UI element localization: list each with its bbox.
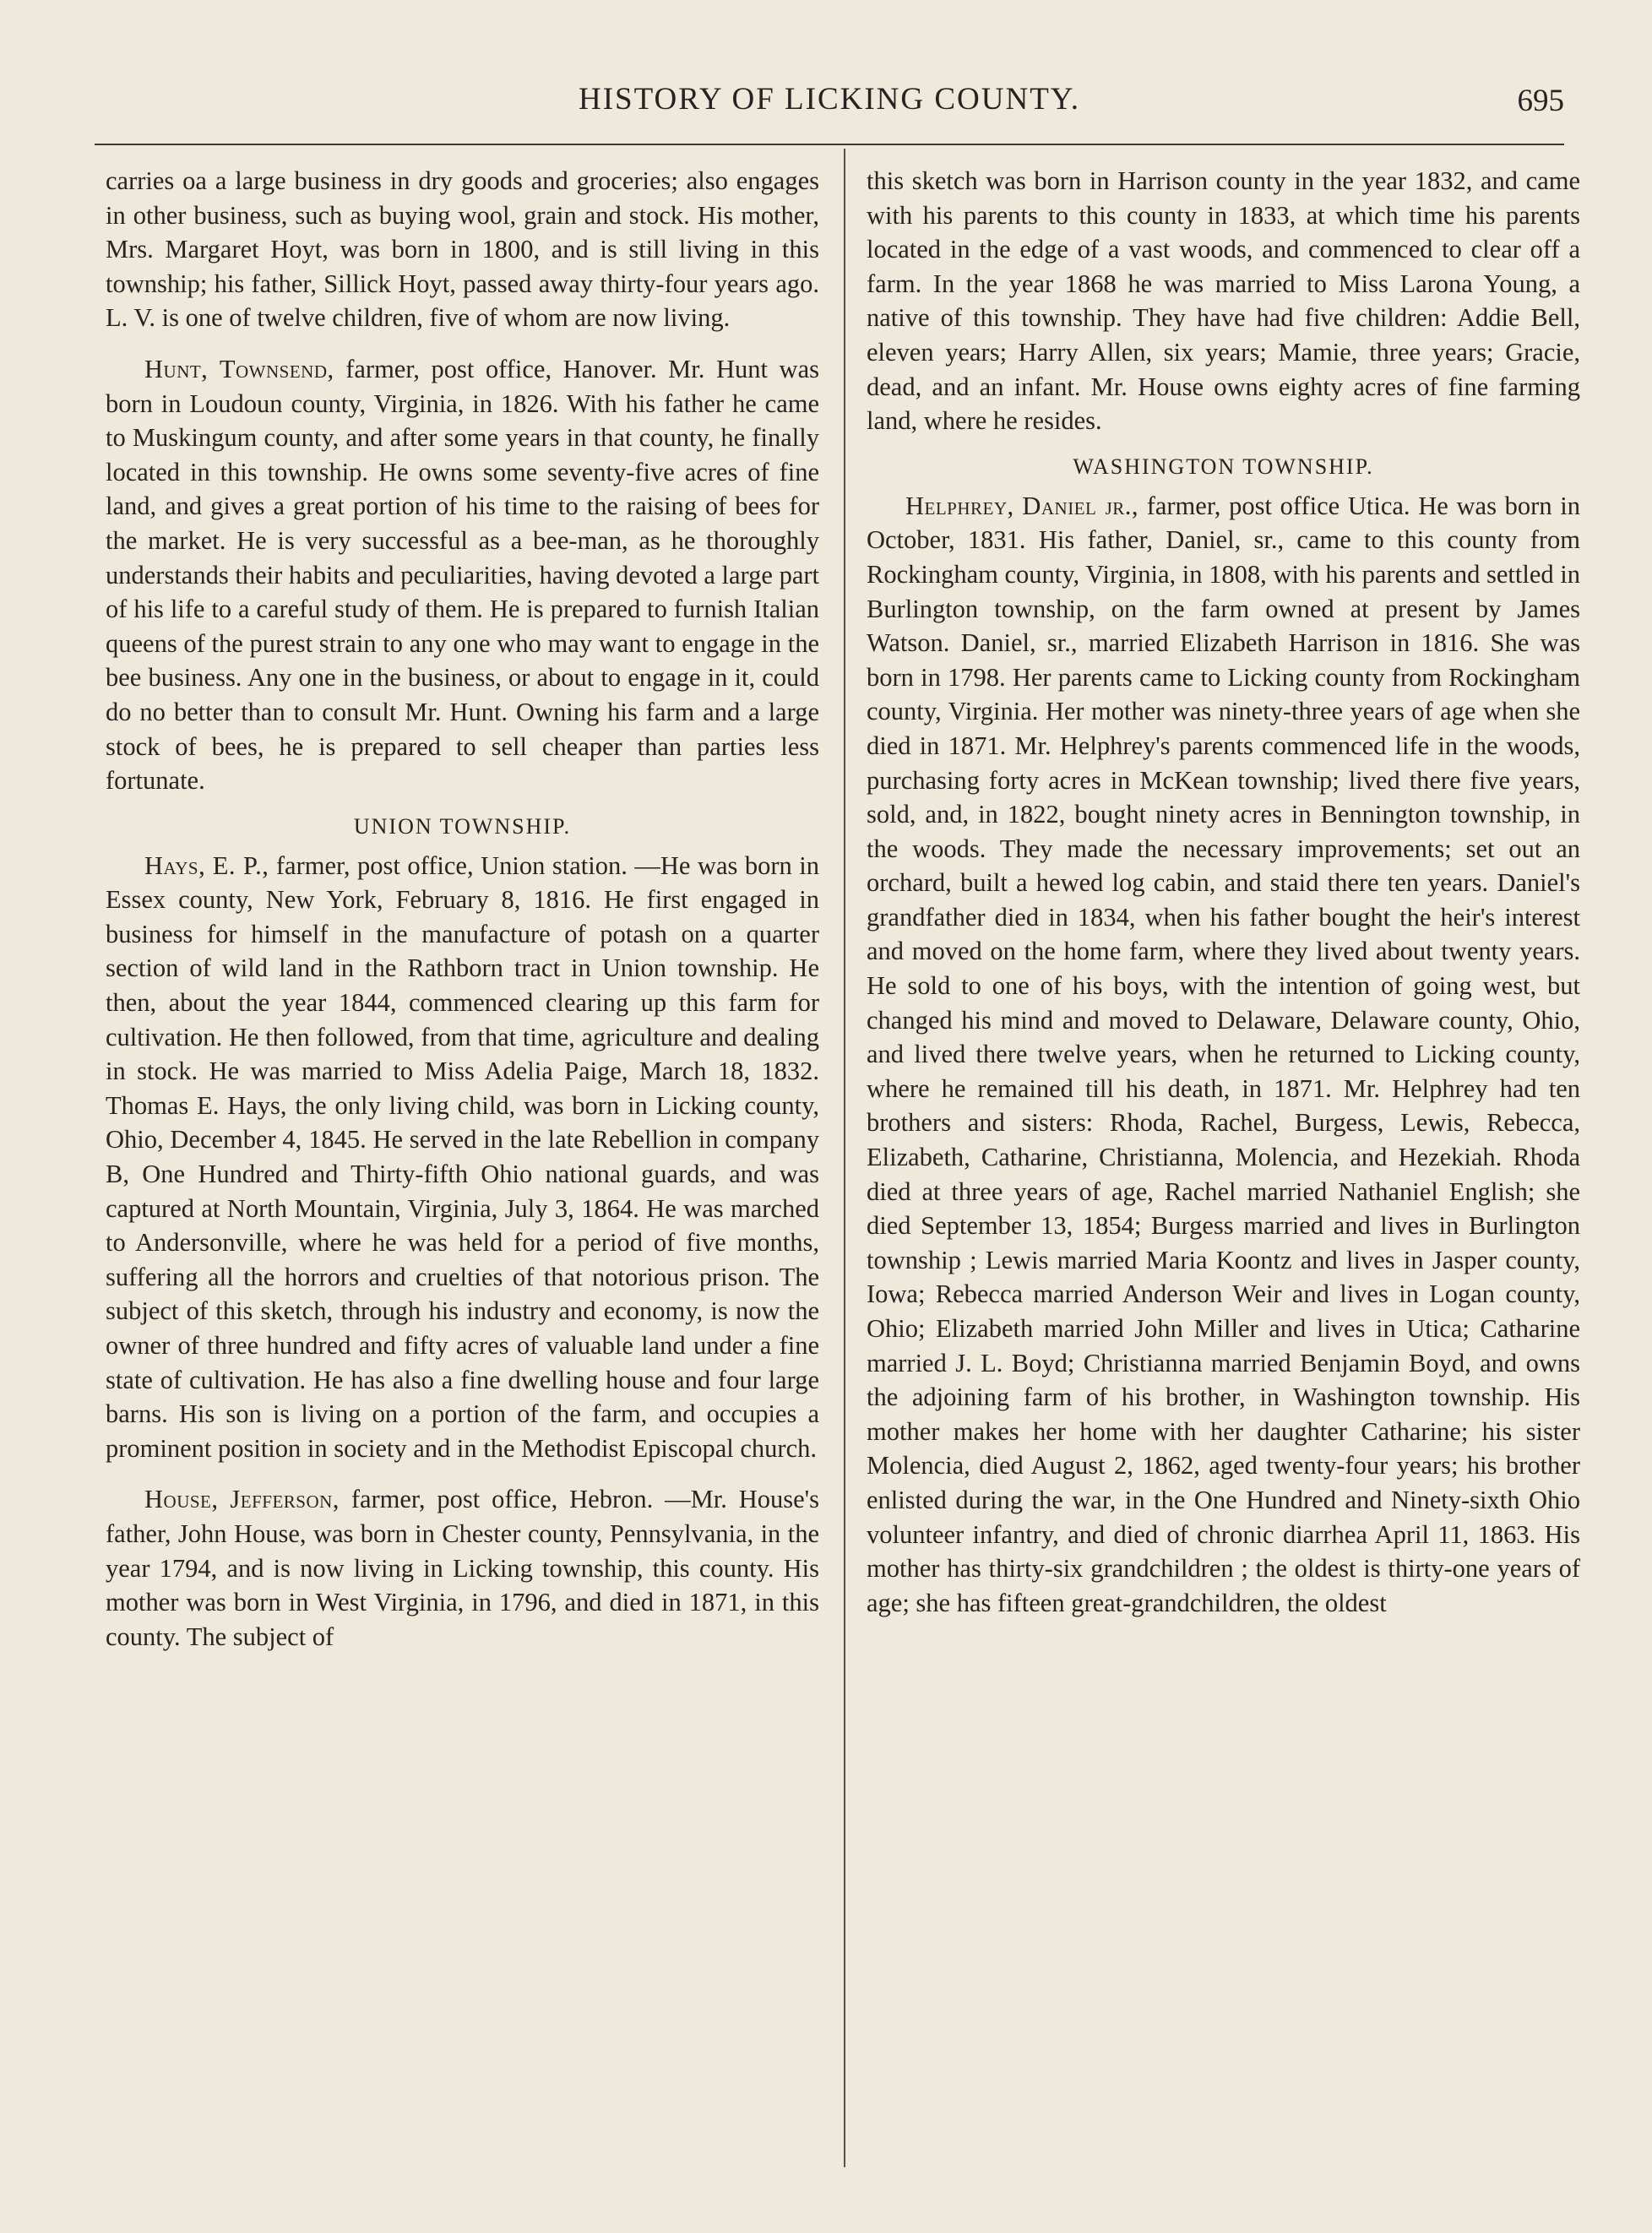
paragraph-house-continued: this sketch was born in Harrison county in the year 1832, and came with his parents to this county in 1833, at which time his parents located in the edge of a vast woods, and commenced to clear off a farm. In the year 1868 he was married to Miss Larona Young, a native of this township. They have had five children: Addie Bell, eleven years; Harry Allen, six years; Mamie, three years; Gracie, dead, and an infant. Mr. House owns eighty acres of fine farming land, where he resides. [867, 166, 1580, 436]
entry-surname: House, [144, 1485, 219, 1514]
entry-surname: Hays, [144, 850, 206, 880]
entry-text: farmer, post office, Union station. —He was born in Essex county, New York, February 8, 1816. He first engaged in business for himself in the manufacture of potash on a quarter section of wild land in the Rathborn tract in Union township. He then, about the year 1844, commenced clearing up this farm for cultivation. He then followed, from that time, agriculture and dealing in stock. He was married to Miss Adelia Paige, March 18, 1832. Thomas E. Hays, the only living child, was born in Licking county, Ohio, December 4, 1845. He served in the late Rebellion in company B, One Hundred and Thirty-fifth Ohio national guards, and was captured at North Mountain, Virginia, July 3, 1864. He was marched to Andersonville, where he was held for a period of five months, suffering all the horrors and cruelties of that notorious prison. The subject of this sketch, through his industry and economy, is now the owner of three hundred and fifty acres of valuable land under a fine state of cultivation. He has also a fine dwelling house and four large barns. His son is living on a portion of the farm, and occupies a prominent position in society and in the Methodist Episcopal church. [106, 850, 819, 1463]
entry-given-name: Townsend, [219, 354, 334, 383]
entry-helphrey [867, 489, 1580, 1621]
entry-surname: Hunt, [144, 354, 209, 383]
running-title: HISTORY OF LICKING COUNTY. [578, 82, 1081, 117]
entry-surname: Helphrey, [905, 491, 1014, 520]
entry-given-name: Jefferson, [230, 1485, 340, 1514]
left-column [106, 164, 819, 1654]
entry-hays [106, 849, 819, 1466]
page-header [95, 78, 1564, 128]
section-heading-washington: WASHINGTON TOWNSHIP. [1073, 454, 1374, 479]
column-divider [844, 149, 845, 2167]
entry-text: farmer, post office, Hebron. —Mr. House's father, John House, was born in Chester county, Pennsylvania, in the year 1794, and is now living in Licking township, this county. His mother was born in West Virginia, in 1796, and died in 1871, in this county. The subject of [106, 1485, 820, 1651]
entry-text: farmer, post office, Hanover. Mr. Hunt was born in Loudoun county, Virginia, in 1826. With his father he came to Muskingum county, and after some years in that county, he finally located in this township. He owns some seventy-five acres of fine land, and gives a great portion of his time to the raising of bees for the market. He is very successful as a bee-man, as he thoroughly understands their habits and peculiarities, having devoted a large part of his life to a careful study of them. He is prepared to furnish Italian queens of the purest strain to any one who may want to engage in the bee business. Any one in the business, or about to engage in it, could do no better than to consult Mr. Hunt. Owning his farm and a large stock of bees, he is prepared to sell cheaper than parties less fortunate. [106, 354, 819, 796]
entry-hunt [106, 352, 819, 798]
section-heading-union: UNION TOWNSHIP. [353, 813, 572, 839]
page-number: 695 [1517, 84, 1564, 118]
paragraph-hoyt-continued: carries oa a large business in dry goods and groceries; also engages in other business, such as buying wool, grain and stock. His mother, Mrs. Margaret Hoyt, was born in 1800, and is still living in this township; his father, Sillick Hoyt, passed away thirty-four years ago. L. V. is one of twelve children, five of whom are now living. [106, 166, 819, 333]
entry-given-name: Daniel jr., [1022, 491, 1138, 520]
entry-given-name: E. P., [212, 850, 269, 880]
right-column [867, 164, 1580, 1620]
entry-house [106, 1482, 819, 1654]
header-rule [95, 144, 1564, 145]
entry-text: farmer, post office Utica. He was born in October, 1831. His father, Daniel, sr., came to this county from Rockingham county, Virginia, in 1808, with his parents and settled in Burlington township, on the farm owned at present by James Watson. Daniel, sr., married Elizabeth Harrison in 1816. She was born in 1798. Her parents came to Licking county from Rockingham county, Virginia. Her mother was ninety-three years of age when she died in 1871. Mr. Helphrey's parents commenced life in the woods, purchasing forty acres in McKean township; lived there five years, sold, and, in 1822, bought ninety acres in Bennington township, in the woods. They made the necessary improvements; set out an orchard, built a hewed log cabin, and staid there ten years. Daniel's grandfather died in 1834, when his father bought the heir's interest and moved on the home farm, where they lived about twenty years. He sold to one of his boys, with the intention of going west, but changed his mind and moved to Delaware, Delaware county, Ohio, and lived there twelve years, when he returned to Licking county, where he remained till his death, in 1871. Mr. Helphrey had ten brothers and sisters: Rhoda, Rachel, Burgess, Lewis, Rebecca, Elizabeth, Catharine, Christianna, Molencia, and Hezekiah. Rhoda died at three years of age, Rachel married Nathaniel English; she died September 13, 1854; Burgess married and lives in Burlington township ; Lewis married Maria Koontz and lives in Jasper county, Iowa; Rebecca married Anderson Weir and lives in Logan county, Ohio; Elizabeth married John Miller and lives in Utica; Catharine married J. L. Boyd; Christianna married Benjamin Boyd, and owns the adjoining farm of his brother, in Washington township. His mother makes her home with her daughter Catharine; his sister Molencia, died August 2, 1862, aged twenty-four years; his brother enlisted during the war, in the One Hundred and Ninety-sixth Ohio volunteer infantry, and died of chronic diarrhea April 11, 1863. His mother has thirty-six grandchildren ; the oldest is thirty-one years of age; she has fifteen great-grandchildren, the oldest [867, 491, 1580, 1617]
